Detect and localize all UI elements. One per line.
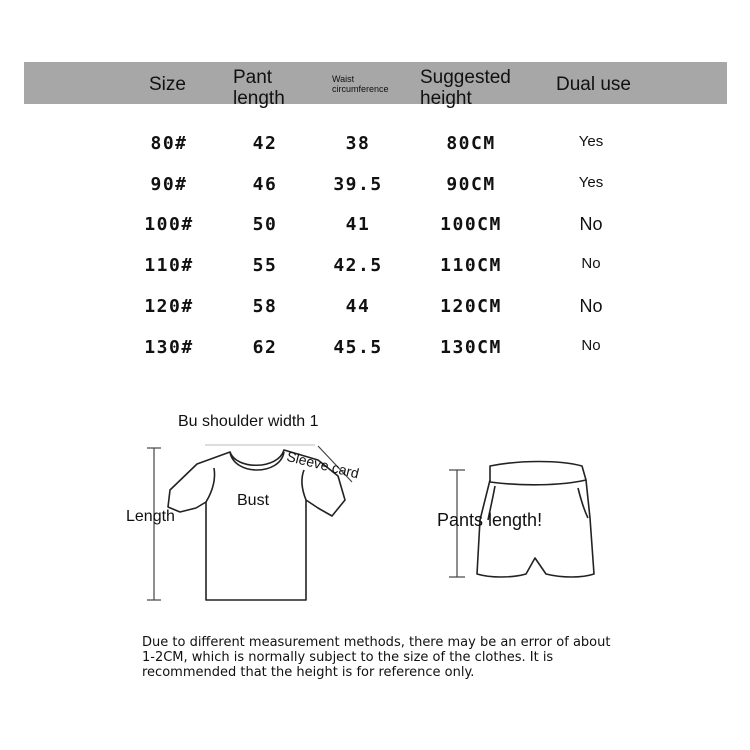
cell-dual-use: No xyxy=(579,296,603,316)
tshirt-outline xyxy=(168,450,345,600)
table-row xyxy=(0,296,750,326)
cell-pant-length: 42 xyxy=(252,133,278,154)
header-waist-circumference: Waist circumference xyxy=(332,74,389,94)
cell-pant-length: 50 xyxy=(252,214,278,235)
cell-dual-use: No xyxy=(579,214,603,234)
cell-size: 120# xyxy=(144,296,194,317)
pants-length-label: Pants length! xyxy=(437,510,543,530)
cell-height: 100CM xyxy=(440,214,502,235)
cell-waist: 39.5 xyxy=(333,174,383,195)
cell-dual-use: Yes xyxy=(578,133,604,150)
cell-size: 130# xyxy=(144,337,194,358)
header-dual-use: Dual use xyxy=(556,74,631,95)
table-row xyxy=(0,337,750,367)
cell-size: 90# xyxy=(150,174,188,195)
sleeve-label: Sleeve card xyxy=(285,448,361,482)
cell-waist: 44 xyxy=(345,296,371,317)
table-row xyxy=(0,133,750,163)
cell-height: 90CM xyxy=(446,174,496,195)
length-label: Length xyxy=(126,508,175,525)
cell-height: 130CM xyxy=(440,337,502,358)
shorts-waistband xyxy=(490,462,586,485)
cell-height: 120CM xyxy=(440,296,502,317)
cell-waist: 42.5 xyxy=(333,255,383,276)
cell-height: 80CM xyxy=(446,133,496,154)
cell-size: 100# xyxy=(144,214,194,235)
header-pant-length: Pant length xyxy=(233,67,285,109)
cell-pant-length: 46 xyxy=(252,174,278,195)
table-row xyxy=(0,174,750,204)
header-suggested-height: Suggested height xyxy=(420,67,511,109)
table-row xyxy=(0,214,750,244)
cell-size: 80# xyxy=(150,133,188,154)
table-row xyxy=(0,255,750,285)
cell-dual-use: No xyxy=(581,337,601,354)
bust-label: Bust xyxy=(237,492,270,509)
header-size: Size xyxy=(149,74,186,95)
cell-waist: 45.5 xyxy=(333,337,383,358)
cell-height: 110CM xyxy=(440,255,502,276)
cell-pant-length: 58 xyxy=(252,296,278,317)
cell-waist: 41 xyxy=(345,214,371,235)
measurement-note: Due to different measurement methods, there may be an error of about 1-2CM, which is normally subject to the size of the clothes. It is recommended that the height is for reference only. xyxy=(142,635,611,680)
cell-waist: 38 xyxy=(345,133,371,154)
cell-pant-length: 55 xyxy=(252,255,278,276)
garment-diagrams xyxy=(0,400,750,620)
cell-size: 110# xyxy=(144,255,194,276)
shoulder-width-label: Bu shoulder width 1 xyxy=(178,413,319,430)
cell-dual-use: Yes xyxy=(578,174,604,191)
cell-pant-length: 62 xyxy=(252,337,278,358)
cell-dual-use: No xyxy=(581,255,601,272)
